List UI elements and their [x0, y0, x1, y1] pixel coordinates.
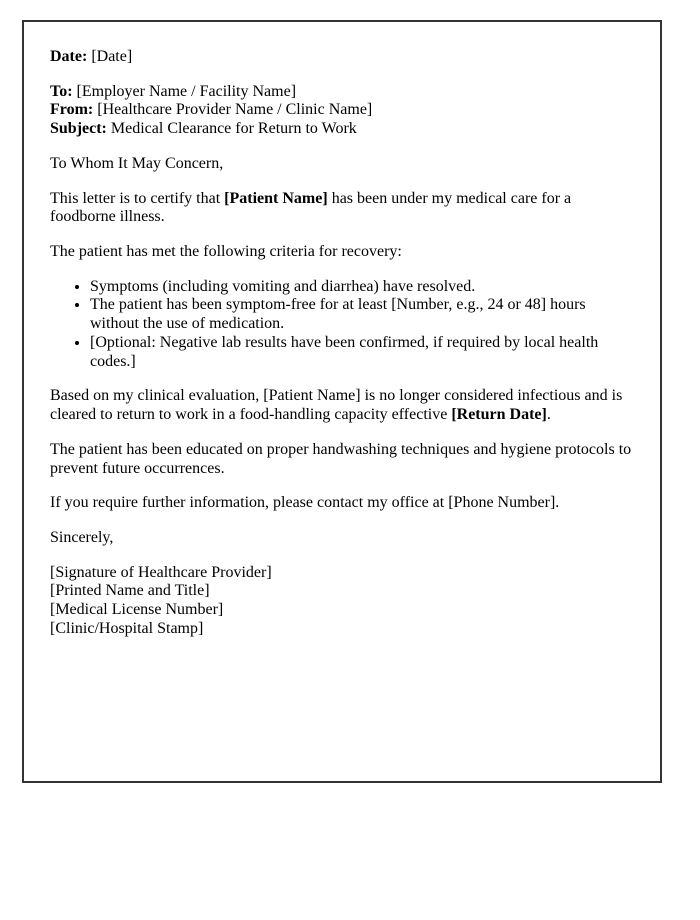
to-label: To:: [50, 82, 73, 100]
patient-name-placeholder: [Patient Name]: [224, 189, 328, 207]
date-line: [50, 48, 634, 67]
criteria-item: • Symptoms (including vomiting and diarrhea) have resolved.: [90, 278, 634, 297]
from-label: From:: [50, 101, 94, 119]
education-paragraph: The patient has been educated on proper handwashing techniques and hygiene protocols to prevent future occurrences.: [50, 440, 632, 477]
return-date-placeholder: [Return Date]: [451, 406, 547, 424]
to-line: [50, 83, 296, 100]
from-value: [Healthcare Provider Name / Clinic Name]: [97, 101, 373, 119]
signature-line: [Printed Name and Title]: [50, 582, 210, 600]
contact-paragraph: If you require further information, please contact my office at [Phone Number].: [50, 494, 560, 512]
criteria-item: • The patient has been symptom-free for at least [Number, e.g., 24 or 48] hours without the use of medication.: [90, 296, 634, 333]
closing: Sincerely,: [50, 528, 114, 546]
signature-block: [50, 564, 634, 639]
letter-page: [22, 20, 662, 783]
date-value: [Date]: [91, 48, 133, 65]
certify-post: has been under my medical care for a foodborne illness.: [50, 189, 572, 226]
certify-paragraph: [50, 190, 634, 227]
address-block: [50, 83, 634, 139]
subject-value: Medical Clearance for Return to Work: [110, 120, 357, 138]
date-label: Date:: [50, 48, 88, 65]
salutation: To Whom It May Concern,: [50, 154, 224, 172]
signature-line: [Clinic/Hospital Stamp]: [50, 619, 204, 637]
signature-line: [Medical License Number]: [50, 601, 224, 619]
subject-label: Subject:: [50, 120, 107, 138]
to-value: [Employer Name / Facility Name]: [76, 82, 297, 100]
criteria-item: • [Optional: Negative lab results have been confirmed, if required by local health codes.]: [90, 334, 634, 371]
evaluation-pre: Based on my clinical evaluation, [Patient Name] is no longer considered infectious and is cleared to return to work in a food-handling capacity effective: [50, 387, 623, 424]
criteria-list: [50, 278, 634, 372]
signature-line: [Signature of Healthcare Provider]: [50, 563, 272, 581]
from-line: [50, 101, 372, 118]
subject-line: [50, 120, 357, 137]
evaluation-paragraph: [50, 387, 634, 424]
criteria-intro: The patient has met the following criteria for recovery:: [50, 243, 402, 261]
evaluation-post: .: [546, 406, 551, 424]
certify-pre: This letter is to certify that: [50, 189, 221, 207]
